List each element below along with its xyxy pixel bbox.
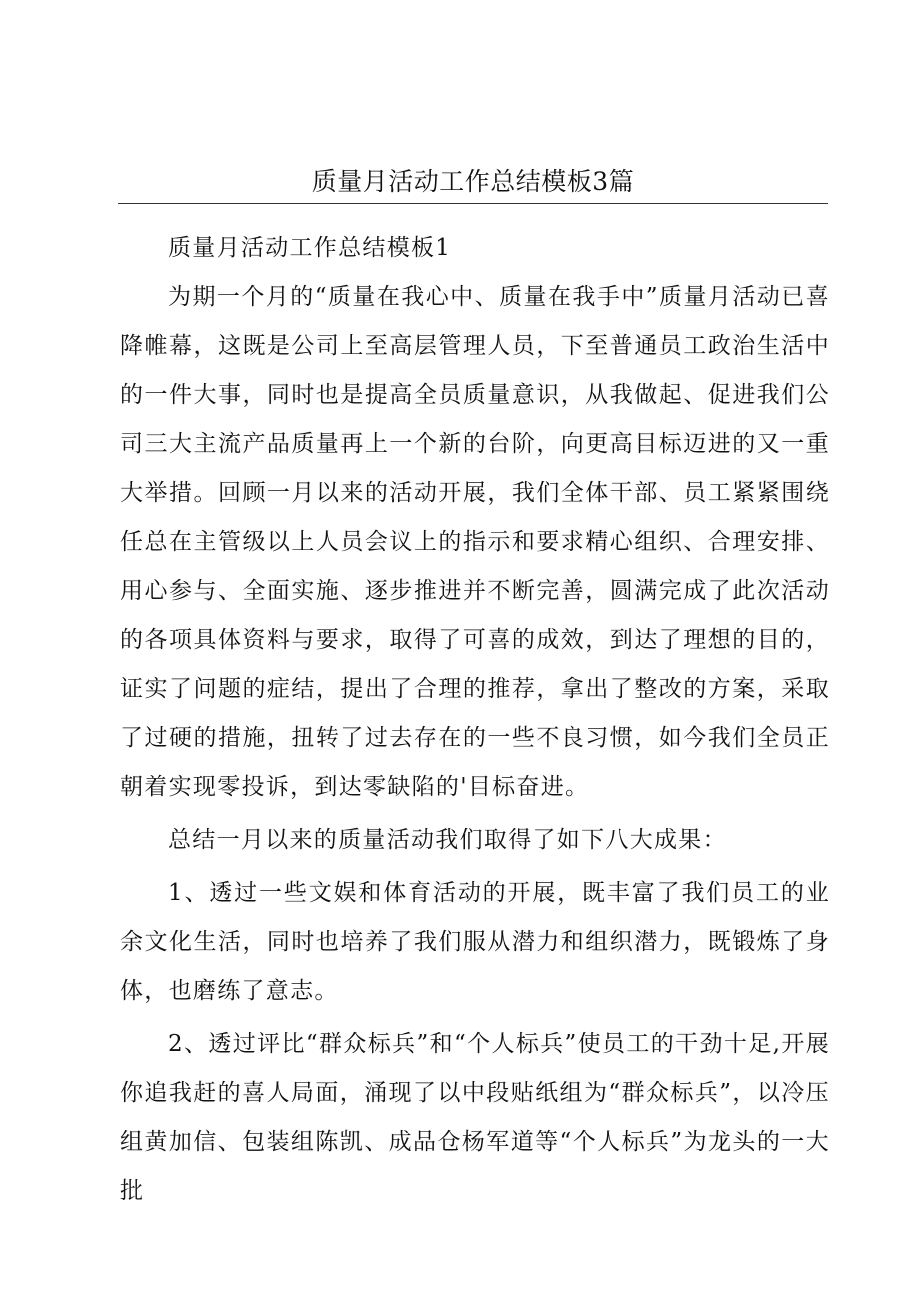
document-title: 质量月活动工作总结模板3篇	[311, 167, 635, 196]
body-paragraph: 1、透过一些文娱和体育活动的开展，既丰富了我们员工的业余文化生活，同时也培养了我们服从潜力和组织潜力，既锻炼了身体，也磨练了意志。	[120, 880, 830, 1004]
body-paragraph: 为期一个月的“质量在我心中、质量在我手中”质量月活动已喜降帷幕，这既是公司上至高层管理人员，下至普通员工政治生活中的一件大事，同时也是提高全员质量意识，从我做起、促进我们公司三大主流产品质量再上一个新的台阶，向更高目标迈进的又一重大举措。回顾一月以来的活动开展，我们全体干部、员工紧紧围绕任总在主管级以上人员会议上的指示和要求精心组织、合理安排、用心参与、全面实施、逐步推进并不断完善，圆满完成了此次活动的各项具体资料与要求，取得了可喜的成效，到达了理想的目的，证实了问题的症结，提出了合理的推荐，拿出了整改的方案，采取了过硬的措施，扭转了过去存在的一些不良习惯，如今我们全员正朝着实现零投诉，到达零缺陷的'目标奋进。	[120, 284, 830, 800]
body-paragraph: 2、透过评比“群众标兵”和“个人标兵”使员工的干劲十足,开展你追我赶的喜人局面，涌现了以中段贴纸组为“群众标兵”，以冷压组黄加信、包装组陈凯、成品仓杨军道等“个人标兵”为龙头的一大批	[120, 1031, 830, 1204]
body-paragraph: 总结一月以来的质量活动我们取得了如下八大成果：	[168, 827, 727, 853]
section-heading: 质量月活动工作总结模板1	[168, 235, 452, 261]
title-underline	[118, 203, 828, 204]
document-body	[120, 224, 830, 1220]
